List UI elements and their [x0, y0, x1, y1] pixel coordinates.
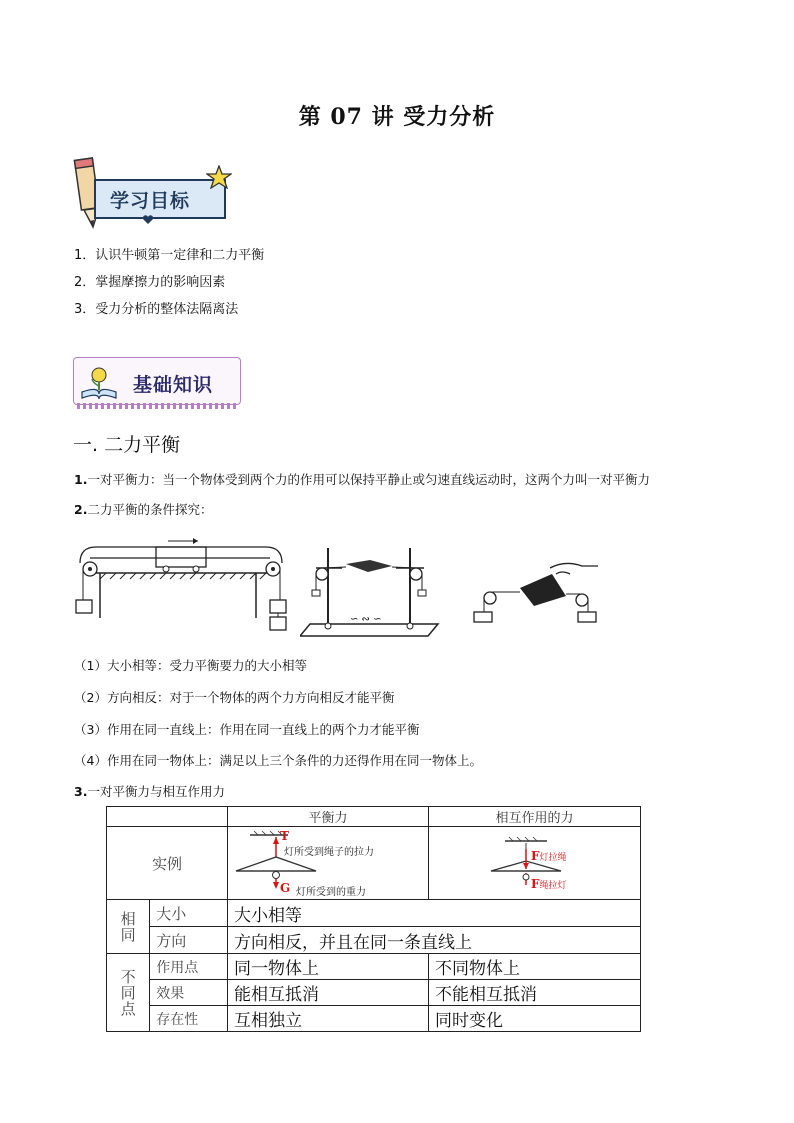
row-right-existence: 同时变化	[428, 1006, 640, 1032]
row-label-existence: 存在性	[150, 1006, 228, 1032]
example-balance-cell	[227, 827, 428, 900]
group-same-text: 相 同	[120, 909, 136, 944]
force-F2-letter: F	[530, 877, 540, 891]
paragraph-2	[74, 500, 212, 518]
row-value-size: 大小相等	[227, 900, 640, 927]
paragraph-1	[74, 470, 650, 488]
force-F2-label	[531, 877, 567, 891]
basics-badge-label: 基础知识	[133, 374, 214, 396]
goal-item-2: 2．掌握摩擦力的影响因素	[74, 275, 226, 290]
goals-badge	[70, 155, 240, 230]
table-row	[107, 980, 641, 1006]
experiment-figure-cart	[70, 533, 295, 638]
row-value-direction: 方向相反，并且在同一条直线上	[227, 927, 640, 954]
book-bulb-icon	[79, 362, 119, 400]
example-interaction-cell	[428, 827, 640, 900]
row-label-effect: 效果	[150, 980, 228, 1006]
goal-item-3: 3．受力分析的整体法隔离法	[74, 302, 239, 317]
force-G-label: G	[279, 881, 291, 895]
example-label: 实例	[107, 827, 228, 900]
row-left-action-point: 同一物体上	[227, 954, 428, 980]
condition-1: （1）大小相等：受力平衡要力的大小相等	[74, 658, 307, 673]
force-F2-subscript: 绳拉灯	[539, 881, 567, 891]
row-right-effect: 不能相互抵消	[428, 980, 640, 1006]
table-row	[107, 927, 641, 954]
row-left-existence: 互相独立	[227, 1006, 428, 1032]
paragraph-3-text: 一对平衡力与相互作用力	[87, 784, 225, 799]
force-T-text: 灯所受到绳子的拉力	[283, 847, 374, 858]
heart-icon	[142, 215, 154, 225]
header-interaction-force: 相互作用的力	[428, 807, 640, 827]
row-label-size: 大小	[150, 900, 228, 927]
page-title: 第 07 讲 受力分析	[298, 104, 496, 130]
force-F1-subscript: 灯拉绳	[539, 853, 567, 863]
table-row	[107, 954, 641, 980]
condition-4: （4）作用在同一物体上：满足以上三个条件的力还得作用在同一物体上。	[74, 753, 482, 768]
row-label-action-point: 作用点	[150, 954, 228, 980]
paragraph-1-text: 一对平衡力：当一个物体受到两个力的作用可以保持平静止或匀速直线运动时，这两个力叫一对平衡力	[87, 472, 650, 487]
paragraph-3-number: 3.	[74, 784, 88, 799]
condition-2: （2）方向相反：对于一个物体的两个力方向相反才能平衡	[74, 690, 395, 705]
experiment-figure-hand-card	[470, 560, 605, 630]
basics-badge	[73, 357, 243, 411]
paragraph-1-number: 1.	[74, 472, 88, 487]
force-T-label: T	[279, 829, 289, 843]
row-left-effect: 能相互抵消	[227, 980, 428, 1006]
table-header-row	[107, 807, 641, 827]
table-row-example	[107, 827, 641, 900]
table-row	[107, 1006, 641, 1032]
row-label-direction: 方向	[150, 927, 228, 954]
group-diff-label	[107, 954, 150, 1032]
table-row	[107, 900, 641, 927]
group-same-label	[107, 900, 150, 954]
goals-badge-label: 学习目标	[110, 190, 191, 212]
header-balance-force: 平衡力	[227, 807, 428, 827]
paragraph-3	[74, 782, 225, 800]
force-G-text: 灯所受到的重力	[295, 887, 366, 898]
goal-item-1: 1．认识牛顿第一定律和二力平衡	[74, 248, 265, 263]
star-icon	[206, 165, 232, 189]
paragraph-2-number: 2.	[74, 502, 88, 517]
section-heading: 一. 二力平衡	[73, 434, 181, 456]
force-F1-label	[531, 849, 567, 863]
row-right-action-point: 不同物体上	[428, 954, 640, 980]
paragraph-2-text: 二力平衡的条件探究：	[87, 502, 213, 517]
comparison-table	[106, 806, 641, 1032]
experiment-figure-card-stand	[300, 540, 450, 640]
svg-text:∽ ∾ ∽: ∽ ∾ ∽	[350, 614, 382, 625]
force-F1-letter: F	[530, 849, 540, 863]
group-diff-text: 不 同 点	[120, 967, 136, 1018]
condition-3: （3）作用在同一直线上：作用在同一直线上的两个力才能平衡	[74, 722, 420, 737]
